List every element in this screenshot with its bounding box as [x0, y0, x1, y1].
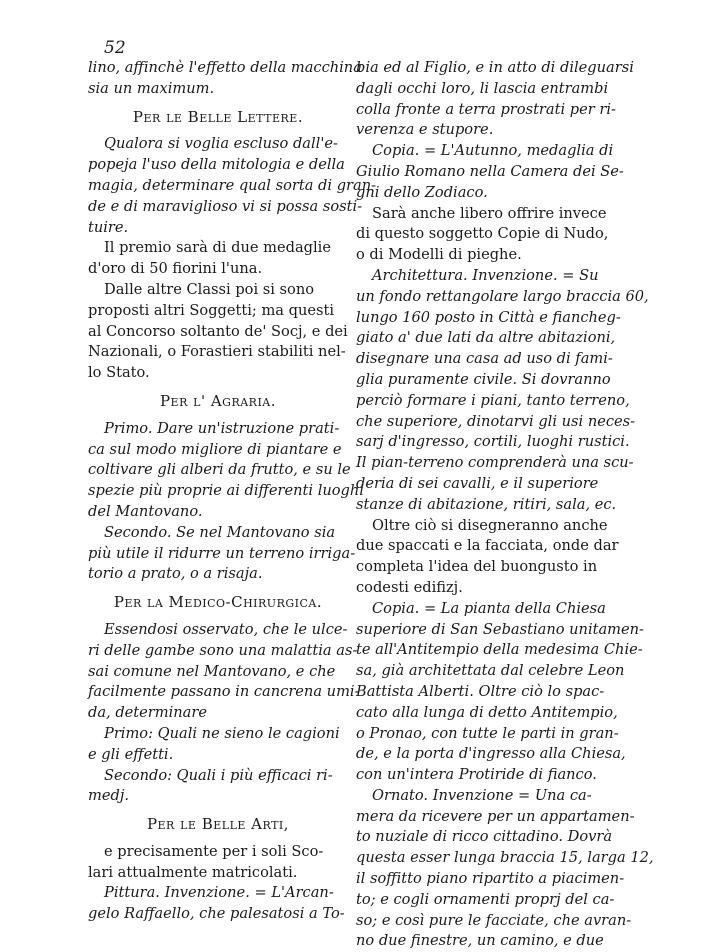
text-line: Ornato. Invenzione = Una ca- — [372, 786, 592, 804]
text-line: proposti altri Soggetti; ma questi — [88, 301, 335, 319]
text-line: Nazionali, o Forastieri stabiliti nel- — [88, 343, 346, 361]
text-line: cato alla lunga di detto Antitempio, — [356, 703, 618, 721]
text-line: Primo: Quali ne sieno le cagioni — [104, 724, 340, 742]
text-line: e precisamente per i soli Sco- — [104, 842, 324, 860]
text-line: ca sul modo migliore di piantare e — [88, 440, 342, 458]
text-line: coltivare gli alberi da frutto, e su le — [88, 461, 351, 479]
text-line: medj. — [88, 787, 129, 805]
text-line: sarj d'ingresso, cortili, luoghi rustici. — [356, 433, 630, 451]
text-line: superiore di San Sebastiano unitamen- — [356, 620, 644, 638]
text-line: de e di maraviglioso vi si possa sosti- — [88, 197, 363, 215]
text-line: Architettura. Invenzione. = Su — [372, 266, 599, 284]
text-line: o di Modelli di pieghe. — [356, 246, 522, 264]
text-line: e gli effetti. — [88, 745, 174, 763]
text-line: colla fronte a terra prostrati per ri- — [356, 100, 616, 118]
text-line: so; e così pure le facciate, che avran- — [356, 911, 632, 929]
section-heading: Per l' Agraria. — [159, 391, 277, 410]
text-line: tuire. — [88, 218, 129, 236]
text-line: d'oro di 50 fiorini l'una. — [88, 260, 263, 278]
text-line: gelo Raffaello, che palesatosi a To- — [88, 905, 345, 923]
text-line: deria di sei cavalli, e il superiore — [356, 474, 599, 492]
section-heading: Per le Belle Arti, — [146, 815, 290, 834]
text-line: stanze di abitazione, ritiri, sala, ec. — [356, 495, 617, 513]
right-column — [356, 58, 654, 952]
text-line: lo Stato. — [88, 364, 150, 382]
text-line: un fondo rettangolare largo braccia 60, — [356, 287, 649, 305]
text-line: lungo 160 posto in Città e fiancheg- — [356, 308, 621, 326]
text-line: to; e cogli ornamenti proprj del ca- — [356, 890, 615, 908]
text-line: lari attualmente matricolati. — [88, 863, 298, 881]
text-line: dagli occhi loro, li lascia entrambi — [356, 79, 609, 97]
text-line: Pittura. Invenzione. = L'Arcan- — [104, 884, 334, 902]
text-line: de, e la porta d'ingresso alla Chiesa, — [356, 745, 626, 763]
text-line: perciò formare i piani, tanto terreno, — [356, 391, 630, 409]
text-line: no due finestre, un camino, e due — [356, 932, 604, 950]
text-line: il soffitto piano ripartito a piacimen- — [356, 870, 625, 888]
text-line: Primo. Dare un'istruzione prati- — [104, 419, 340, 437]
text-line: che superiore, dinotarvi gli usi neces- — [356, 412, 636, 430]
text-line: Copia. = L'Autunno, medaglia di — [372, 142, 614, 160]
text-line: torio a prato, o a risaja. — [88, 565, 263, 583]
text-line: due spaccati e la facciata, onde dar — [356, 537, 619, 555]
page-number: 52 — [104, 38, 126, 58]
text-line: Il premio sarà di due medaglie — [104, 239, 331, 257]
section-heading: Per la Medico-Chirurgica. — [113, 593, 323, 612]
left-column — [88, 58, 377, 925]
text-line: o Pronao, con tutte le parti in gran- — [356, 724, 619, 742]
text-line: questa esser lunga braccia 15, larga 12, — [356, 849, 654, 867]
text-line: sia un maximum. — [88, 79, 215, 97]
text-line: con un'intera Protiride di fianco. — [356, 766, 597, 784]
text-line: Sarà anche libero offrire invece — [372, 204, 607, 222]
text-line: mera da ricevere per un appartamen- — [356, 807, 635, 825]
text-line: di questo soggetto Copie di Nudo, — [356, 225, 609, 243]
text-line: Giulio Romano nella Camera dei Se- — [356, 162, 624, 180]
section-heading: Per le Belle Lettere. — [132, 107, 304, 126]
text-line: giato a' due lati da altre abitazioni, — [356, 329, 616, 347]
text-line: Oltre ciò si disegneranno anche — [372, 516, 608, 534]
text-line: spezie più proprie ai differenti luoghi — [88, 482, 364, 500]
text-line: popeja l'uso della mitologia e della — [88, 156, 345, 174]
text-line: disegnare una casa ad uso di fami- — [356, 350, 613, 368]
text-line: Dalle altre Classi poi si sono — [104, 280, 315, 298]
text-line: to nuziale di ricco cittadino. Dovrà — [356, 828, 613, 846]
text-line: da, determinare — [88, 704, 207, 722]
text-line: facilmente passano in cancrena umi- — [88, 683, 360, 701]
text-line: Battista Alberti. Oltre ciò lo spac- — [356, 682, 605, 700]
text-line: magia, determinare qual sorta di gran- — [88, 176, 377, 194]
text-line: sa, già architettata dal celebre Leon — [356, 662, 625, 680]
text-line: sai comune nel Mantovano, e che — [88, 662, 336, 680]
text-line: lino, affinchè l'effetto della macchina — [88, 59, 362, 76]
text-line: più utile il ridurre un terreno irriga- — [88, 544, 356, 562]
text-line: Qualora si voglia escluso dall'e- — [104, 135, 338, 153]
text-line: bia ed al Figlio, e in atto di dileguarsi — [356, 59, 634, 76]
text-line: Essendosi osservato, che le ulce- — [104, 620, 348, 638]
text-line: codesti edifizj. — [356, 578, 463, 596]
text-line: verenza e stupore. — [356, 121, 494, 139]
text-line: te all'Antitempio della medesima Chie- — [356, 641, 643, 659]
text-line: del Mantovano. — [88, 502, 203, 520]
text-line: Il pian-terreno comprenderà una scu- — [356, 454, 634, 472]
text-line: Secondo. Se nel Mantovano sia — [104, 523, 336, 541]
text-line: glia puramente civile. Si dovranno — [356, 370, 611, 388]
text-line: ri delle gambe sono una malattia as- — [88, 641, 358, 659]
text-line: completa l'idea del buongusto in — [356, 558, 598, 576]
text-line: gni dello Zodiaco. — [356, 183, 488, 201]
text-line: al Concorso soltanto de' Socj, e dei — [88, 322, 348, 340]
text-line: Copia. = La pianta della Chiesa — [372, 599, 606, 617]
text-line: Secondo: Quali i più efficaci ri- — [104, 766, 333, 784]
